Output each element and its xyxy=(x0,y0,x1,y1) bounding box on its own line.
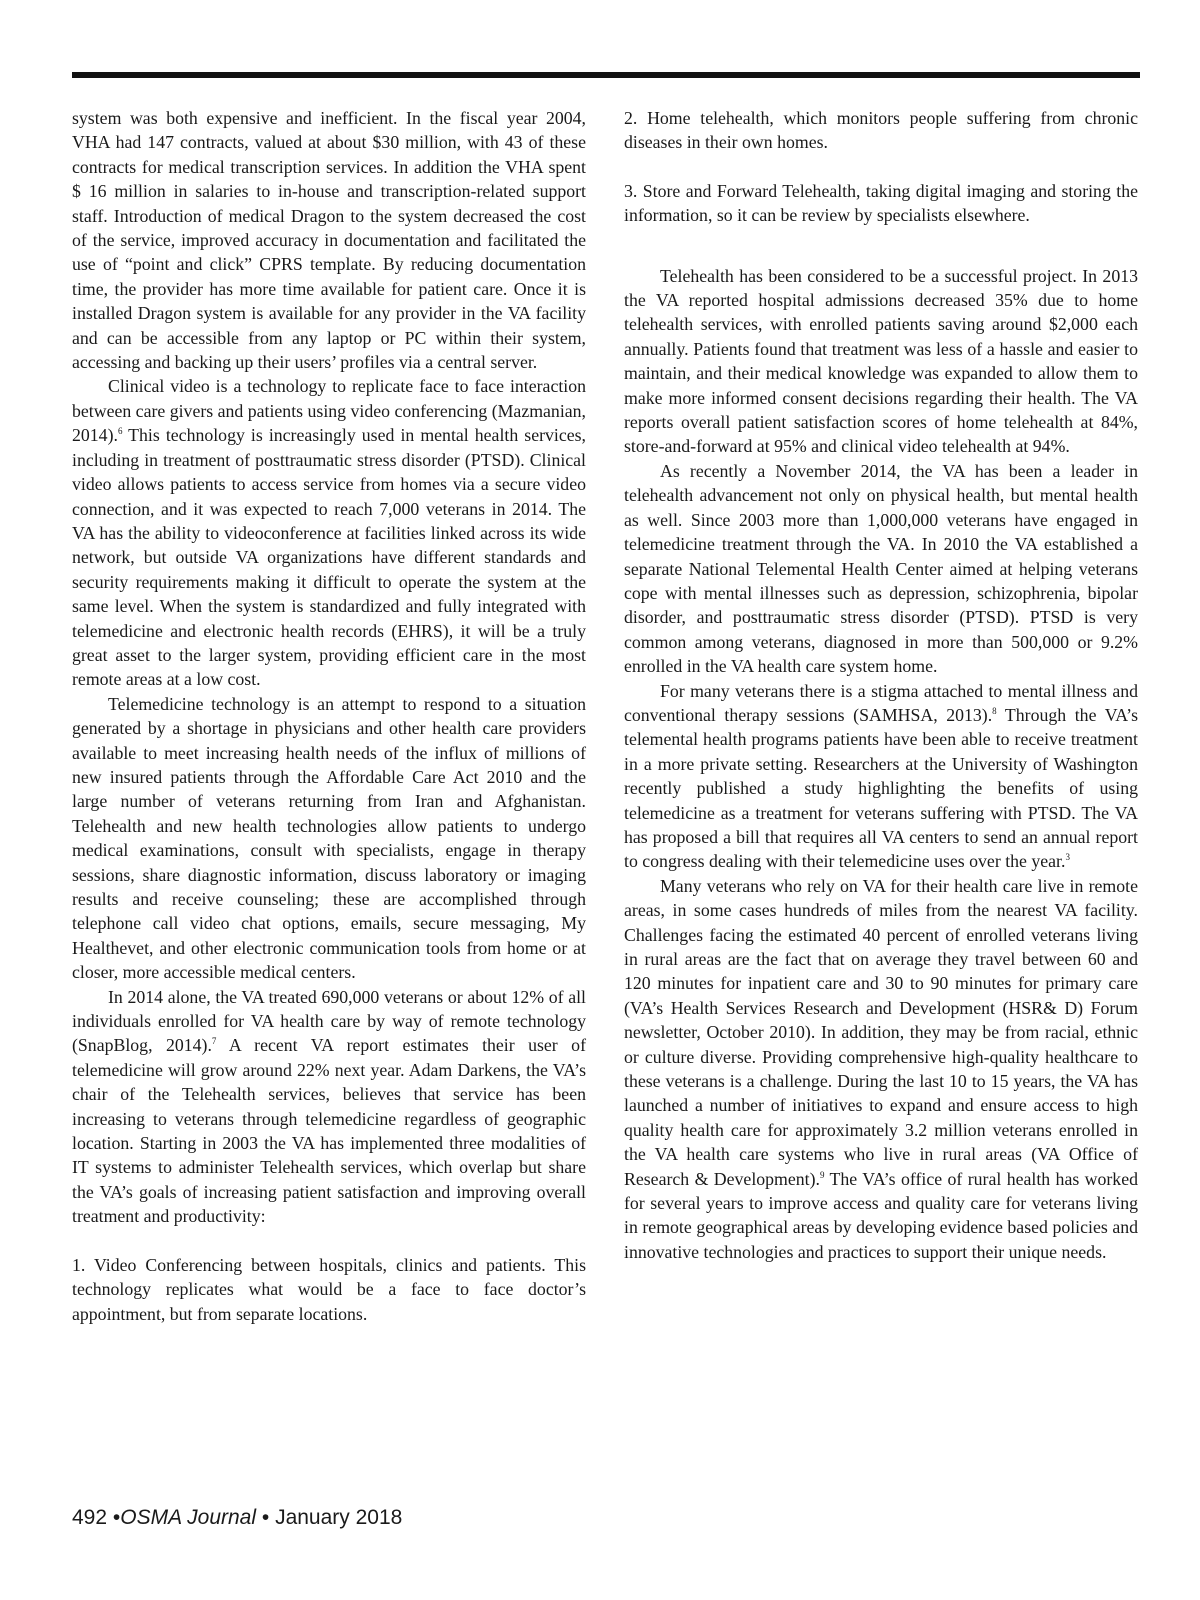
footnote-ref: 8 xyxy=(992,705,997,716)
paragraph-telehealth-success: Telehealth has been considered to be a successful project. In 2013 the VA reported hospital admissions decreased 35% due to home telehealth services, with enrolled patients saving around $2,000 each annually. Patients found that treatment was less of a hassle and easier to maintain, and their medical knowledge was expanded to allow them to make more informed consent decisions regarding their health. The VA reports overall patient satisfaction scores of home telehealth at 84%, store-and-forward at 95% and clinical video telehealth at 94%. xyxy=(624,265,1138,457)
paragraph-text: Many veterans who rely on VA for their health care live in remote areas, in some cases hundreds of miles from the nearest VA facility. Challenges facing the estimated 40 percent of enrolled veterans living in rural areas are the fact that on average they travel between 60 and 120 minutes for inpatient care and 30 to 90 minutes for primary care (VA’s Health Services Research and Development (HSR& D) Forum newsletter, October 2010). In addition, they may be from racial, ethnic or culture diverse. Providing comprehensive high-quality healthcare to these veterans is a challenge. During the last 10 to 15 years, the VA has launched a number of initiatives to expand and ensure access to high quality health care for approximately 3.2 million veterans enrolled in the VA health care systems who live in rural areas (VA Office of Research & Development). xyxy=(624,875,1138,1189)
paragraph-rural-veterans xyxy=(624,874,1138,1265)
page-footer xyxy=(72,1506,402,1530)
paragraph-text: The VA’s office of rural health has worked for several years to improve access and quality care for veterans living in remote geographical areas by developing evidence based policies and innovative technologies and practices to support their unique needs. xyxy=(624,1168,1138,1262)
paragraph-text: This technology is increasingly used in mental health services, including in treatment of posttraumatic stress disorder (PTSD). Clinical video allows patients to access service from homes via a secure video connection, and it was expected to reach 7,000 veterans in 2014. The VA has the ability to videoconference at facilities linked across its wide network, but outside VA organizations have different standards and security requirements making it difficult to operate the system at the same level. When the system is standardized and fully integrated with telemedicine and electronic health records (EHRS), it will be a truly great asset to the larger system, providing efficient care in the most remote areas at a low cost. xyxy=(72,425,586,690)
paragraph-telemental-health: As recently a November 2014, the VA has been a leader in telehealth advancement not only on physical health, but mental health as well. Since 2003 more than 1,000,000 veterans have engaged in telemedicine treatment through the VA. In 2010 the VA established a separate National Telemental Health Center aimed at helping veterans cope with mental illnesses such as depression, schizophrenia, bipolar disorder, and posttraumatic stress disorder (PTSD). PTSD is very common among veterans, diagnosed in more than 500,000 or 9.2% enrolled in the VA health care system home. xyxy=(624,460,1138,677)
paragraph-text: In 2014 alone, the VA treated 690,000 veterans or about 12% of all individuals enrolled for VA health care by way of remote technology (SnapBlog, 2014). xyxy=(72,986,586,1056)
footer-bullet: • xyxy=(261,1506,270,1529)
list-item-home-telehealth: 2. Home telehealth, which monitors people suffering from chronic diseases in their own homes. xyxy=(624,108,1138,153)
footnote-ref: 9 xyxy=(819,1169,825,1180)
paragraph-va-2014 xyxy=(72,985,586,1229)
paragraph-text: A recent VA report estimates their user of telemedicine will grow around 22% next year. Adam Darkens, the VA’s chair of the Telehealth services, believes that service has been increasing to veterans through telemedicine regardless of geographic location. Starting in 2003 the VA has implemented three modalities of IT systems to administer Telehealth services, which overlap but share the VA’s goals of increasing patient satisfaction and improving overall treatment and productivity: xyxy=(72,1035,586,1227)
paragraph-text: For many veterans there is a stigma attached to mental illness and conventional therapy sessions (SAMHSA, 2013). xyxy=(624,680,1138,725)
footnote-ref: 3 xyxy=(1065,852,1070,863)
paragraph-text: Through the VA’s telemental health programs patients have been able to receive treatment in a more private setting. Researchers at the University of Washington recently published a study highlighting the benefits of using telemedicine as a treatment for veterans suffering with PTSD. The VA has proposed a bill that requires all VA centers to send an annual report to congress dealing with their telemedicine uses over the year. xyxy=(624,704,1138,872)
paragraph-clinical-video xyxy=(72,374,586,691)
paragraph-dragon-system: system was both expensive and inefficient. In the fiscal year 2004, VHA had 147 contracts, valued at about $30 million, with 43 of these contracts for medical transcription services. In addition the VHA spent $ 16 million in salaries to in-house and transcription-related support staff. Introduction of medical Dragon to the system decreased the cost of the service, improved accuracy in documentation and facilitated the use of “point and click” CPRS template. By reducing documentation time, the provider has more time available for patient care. Once it is installed Dragon system is available for any provider in the VA facility and can be accessible from any laptop or PC within their system, accessing and backing up their users’ profiles via a central server. xyxy=(72,108,586,373)
issue-date: January 2018 xyxy=(275,1506,403,1529)
list-item-store-forward: 3. Store and Forward Telehealth, taking digital imaging and storing the information, so it can be review by specialists elsewhere. xyxy=(624,180,1138,226)
footnote-ref: 6 xyxy=(117,426,123,437)
left-column xyxy=(72,106,586,1326)
header-rule xyxy=(72,72,1140,78)
footer-bullet: • xyxy=(112,1506,121,1529)
paragraph-telemedicine-technology: Telemedicine technology is an attempt to respond to a situation generated by a shortage in physicians and other health care providers available to meet increasing health needs of the influx of millions of new insured patients through the Affordable Care Act 2010 and the large number of veterans returning from Iran and Afghanistan. Telehealth and new health technologies allow patients to undergo medical examinations, consult with specialists, engage in therapy sessions, share diagnostic information, discuss laboratory or imaging results and receive counseling; these are accomplished through telephone call video chat options, emails, secure messaging, My Healthevet, and other electronic communication tools from home or at closer, more accessible medical centers. xyxy=(72,693,586,983)
paragraph-text: Clinical video is a technology to replicate face to face interaction between care givers and patients using video conferencing (Mazmanian, 2014). xyxy=(72,376,586,446)
page-number: 492 xyxy=(72,1506,108,1529)
right-column xyxy=(624,106,1138,1264)
list-item-video-conferencing: 1. Video Conferencing between hospitals, clinics and patients. This technology replicates what would be a face to face doctor’s appointment, but from separate locations. xyxy=(72,1254,586,1324)
journal-name: OSMA Journal xyxy=(120,1506,257,1529)
footnote-ref: 7 xyxy=(211,1036,217,1047)
paragraph-stigma xyxy=(624,679,1138,874)
